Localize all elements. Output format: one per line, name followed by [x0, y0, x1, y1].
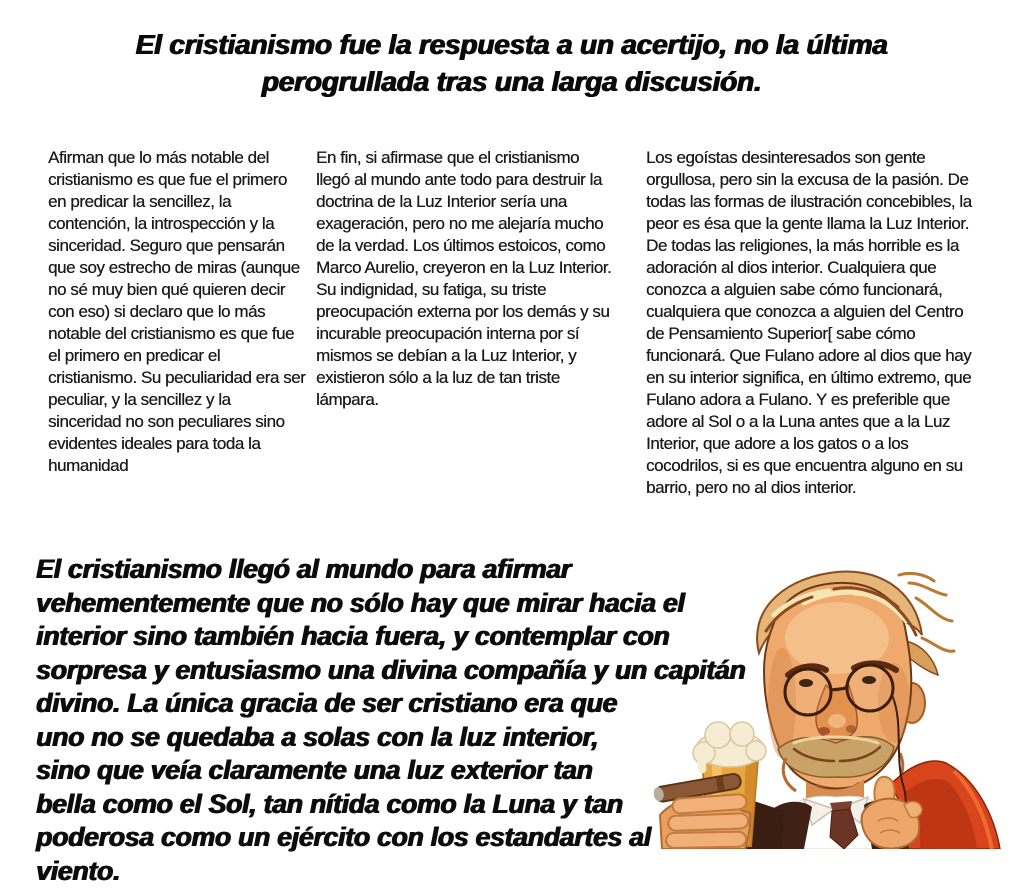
body-column-1: Afirman que lo más notable del cristianismo es que fue el primero en predicar la sencillez, la contención, la introspección y la sinceridad. Seguro que pensarán que soy estrecho de miras (aunque no sé muy bien qué quieren decir con eso) si declaro que lo más notable del cristianismo es que fue el primero en predicar el cristianismo. Su peculiaridad era ser peculiar, y la sencillez y la sinceridad no son peculiares sino evidentes ideales para toda la humanidad [48, 148, 306, 475]
closing-quote: El cristianismo llegó al mundo para afirmar vehementemente que no sólo hay que mirar hacia el interior sino también hacia fuera, y contemplar con sorpresa y entusiasmo una divina compañía y un capitán divino. La única gracia de ser cristiano era que uno no se quedaba a solas con la luz interior, sino que veía claramente una luz exterior tan bella como el Sol, tan nítida como la Luna y tan poderosa como un ejército con los estandartes al viento. [36, 554, 746, 886]
three-column-body [48, 130, 976, 516]
body-column-2: En fin, si afirmase que el cristianismo llegó al mundo ante todo para destruir la doctrina de la Luz Interior sería una exageración, pero no me alejaría mucho de la verdad. Los últimos estoicos, como Marco Aurelio, creyeron en la Luz Interior. Su indignidad, su fatiga, su triste preocupación externa por los demás y su incurable preocupación interna por sí mismos se debían a la Luz Interior, y existieron sólo a la luz de tan triste lámpara. [316, 148, 612, 409]
fingers [666, 794, 748, 848]
document-page [0, 26, 1023, 888]
closing-quote-block [36, 553, 1010, 888]
holding-hand [654, 773, 750, 849]
nose-highlight [828, 714, 846, 728]
nostril-left [818, 727, 830, 735]
nostril-right [846, 725, 856, 733]
chesterton-illustration [654, 553, 1010, 849]
chesterton-caricature-with-beer-and-cigar-icon [654, 553, 1010, 849]
page-title: El cristianismo fue la respuesta a un acertijo, no la última perogrullada tras una larga discusión. [135, 29, 888, 97]
body-column-3: Los egoístas desinteresados son gente orgullosa, pero sin la excusa de la pasión. De todas las formas de ilustración concebibles, la peor es ésa que la gente llama la Luz Interior. De todas las religiones, la más horrible es la adoración al dios interior. Cualquiera que conozca a alguien sabe cómo funcionará, cualquiera que conozca a alguien del Centro de Pensamiento Superior[ sabe cómo funcionará. Que Fulano adore al dios que hay en su interior significa, en último extremo, que Fulano adora a Fulano. Y es preferible que adore al Sol o a la Luna antes que a la Luz Interior, que adore a los gatos o a los cocodrilos, si es que encuentra alguno en su barrio, pero no al dios interior. [646, 148, 972, 497]
